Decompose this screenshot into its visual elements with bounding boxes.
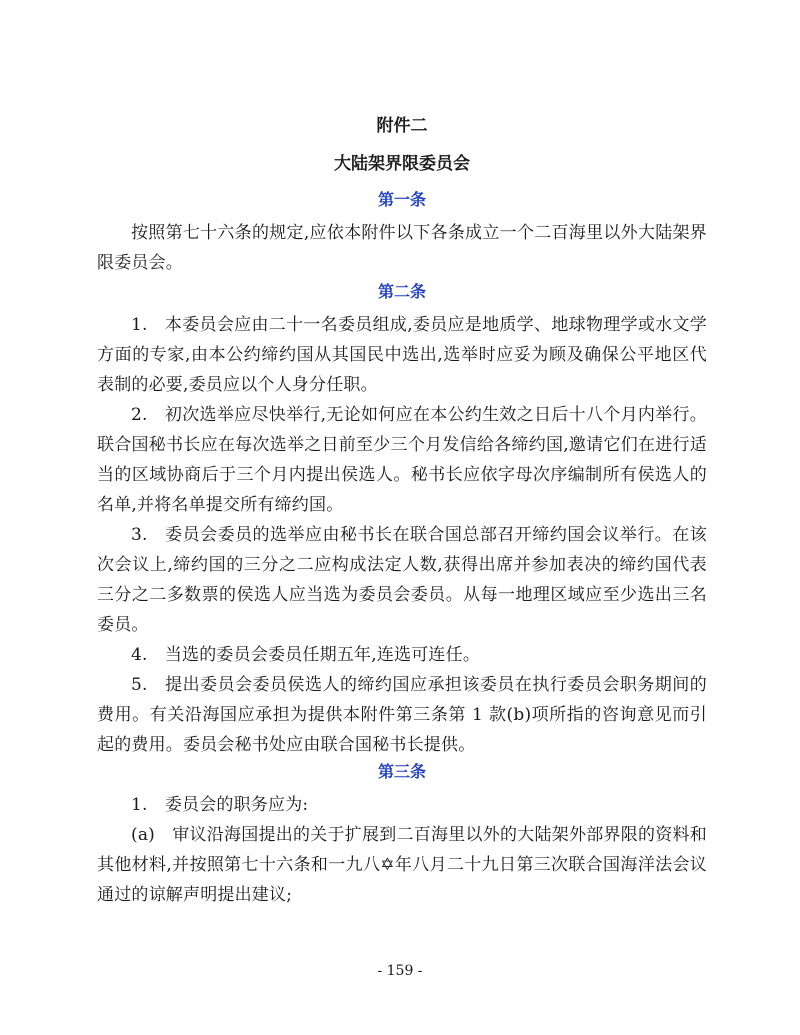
article-1-text: 按照第七十六条的规定,应依本附件以下各条成立一个二百海里以外大陆架界限委员会。 [97, 223, 707, 273]
document-title: 大陆架界限委员会 [334, 154, 470, 174]
article-2-paragraph-3: 3. 委员会委员的选举应由秘书长在联合国总部召开缔约国会议举行。在该次会议上,缔约国的三分之二应构成法定人数,获得出席并参加表决的缔约国代表三分之二多数票的侯选人应当选为委员会委员。从每一地理区域应至少选出三名委员。 [97, 525, 707, 635]
document-page [97, 110, 707, 910]
page-number: - 159 - [377, 963, 423, 979]
article-3-heading: 第三条 [377, 762, 426, 781]
annex-heading: 附件二 [376, 116, 428, 136]
article-2-paragraph-4: 4. 当选的委员会委员任期五年,连选可连任。 [131, 645, 481, 665]
article-2-paragraph-2: 2. 初次选举应尽快举行,无论如何应在本公约生效之日后十八个月内举行。联合国秘书长应在每次选举之日前至少三个月发信给各缔约国,邀请它们在进行适当的区域协商后于三个月内提出侯选人。秘书长应依字母次序编制所有侯选人的名单,并将名单提交所有缔约国。 [97, 405, 707, 515]
article-2-heading: 第二条 [377, 282, 426, 301]
article-3-paragraph-a: (a) 审议沿海国提出的关于扩展到二百海里以外的大陆架外部界限的资料和其他材料,并按照第七十六条和一九八✡年八月二十九日第三次联合国海洋法会议通过的谅解声明提出建议; [97, 825, 707, 905]
article-2-paragraph-1: 1. 本委员会应由二十一名委员组成,委员应是地质学、地球物理学或水文学方面的专家,由本公约缔约国从其国民中选出,选举时应妥为顾及确保公平地区代表制的必要,委员应以个人身分任职。 [97, 315, 707, 395]
article-2-paragraph-5: 5. 提出委员会委员侯选人的缔约国应承担该委员在执行委员会职务期间的费用。有关沿海国应承担为提供本附件第三条第 1 款(b)项所指的咨询意见而引起的费用。委员会秘书处应由联合国秘书长提供。 [97, 675, 707, 755]
article-1-heading: 第一条 [377, 190, 426, 209]
article-3-paragraph-1: 1. 委员会的职务应为: [131, 795, 309, 815]
